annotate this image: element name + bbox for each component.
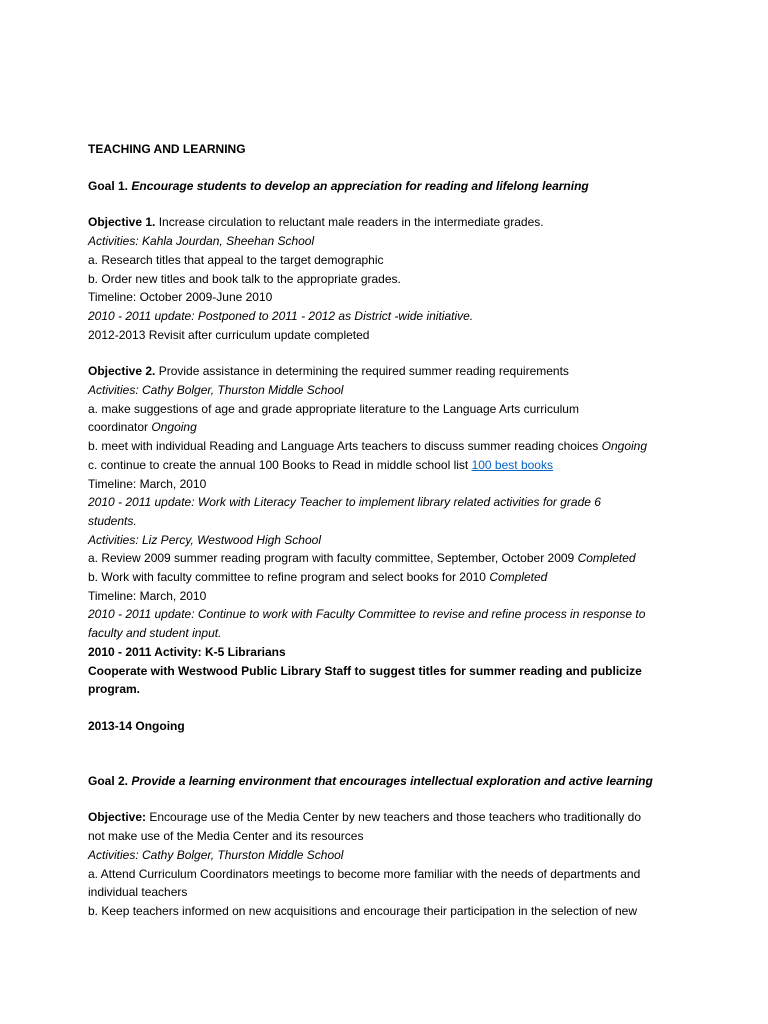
goal-2-text: Provide a learning environment that encourages intellectual exploration and active learning [131,773,653,788]
status-completed: Completed [489,570,548,585]
objective-1-label: Objective 1. [88,215,156,230]
objective-1-heading [88,213,688,232]
document-body [88,140,688,921]
objective-2-update-2-cont: faculty and student input. [88,626,222,641]
cooperate-line-2: program. [88,682,141,697]
objective-2-item-b [88,437,688,456]
objective-2-update-1-cont: students. [88,513,137,528]
goal-2-item-b: b. Keep teachers informed on new acquisitions and encourage their participation in the selection of new [88,903,638,918]
objective-2-item2-a [88,549,688,568]
section-title: TEACHING AND LEARNING [88,142,246,156]
objective-2-item-c-text: c. continue to create the annual 100 Books to Read in middle school list [88,457,469,472]
objective-2-item-a: a. make suggestions of age and grade appropriate literature to the Language Arts curriculum [88,401,579,416]
100-best-books-link[interactable]: 100 best books [471,457,553,472]
goal-1-label: Goal 1. [88,178,129,193]
objective-1-update: 2010 - 2011 update: Postponed to 2011 - 2012 as District -wide initiative. [88,308,474,323]
objective-2-text: Provide assistance in determining the required summer reading requirements [158,364,569,379]
status-completed: Completed [577,551,636,566]
objective-2-item-a-cont [88,418,688,437]
goal-1-heading [88,177,688,196]
objective-2-heading [88,362,688,381]
status-ongoing: Ongoing [151,420,197,435]
ongoing-2013-14: 2013-14 Ongoing [88,718,185,733]
objective-1-revisit: 2012-2013 Revisit after curriculum update completed [88,327,370,342]
objective-2-item2-a-text: a. Review 2009 summer reading program with faculty committee, September, October 2009 [88,551,575,566]
activity-2010-2011: 2010 - 2011 Activity: K-5 Librarians [88,644,286,659]
objective-2-activities-2: Activities: Liz Percy, Westwood High School [88,532,321,547]
objective-2-label: Objective 2. [88,364,156,379]
objective-2-item2-b-text: b. Work with faculty committee to refine program and select books for 2010 [88,570,486,585]
objective-2-activities-1: Activities: Cathy Bolger, Thurston Middle School [88,383,344,398]
goal-1-text: Encourage students to develop an appreciation for reading and lifelong learning [131,178,589,193]
goal-2-objective-label: Objective: [88,810,147,825]
goal-2-objective-text: Encourage use of the Media Center by new teachers and those teachers who traditionally do [149,810,642,825]
objective-2-item2-b [88,568,688,587]
objective-2-update-2: 2010 - 2011 update: Continue to work with Faculty Committee to revise and refine process in response to [88,607,646,622]
objective-2-timeline-1: Timeline: March, 2010 [88,476,207,491]
goal-2-objective-cont: not make use of the Media Center and its resources [88,829,364,844]
objective-1-timeline: Timeline: October 2009-June 2010 [88,290,273,305]
goal-2-heading [88,772,688,791]
objective-1-item-a: a. Research titles that appeal to the target demographic [88,252,384,267]
goal-2-objective [88,808,688,827]
status-ongoing: Ongoing [601,439,648,454]
objective-2-item-c [88,456,688,475]
objective-2-timeline-2: Timeline: March, 2010 [88,588,207,603]
objective-2-update-1: 2010 - 2011 update: Work with Literacy Teacher to implement library related activities for grade 6 [88,495,601,510]
objective-1-activities: Activities: Kahla Jourdan, Sheehan School [88,234,315,249]
goal-2-label: Goal 2. [88,773,129,788]
objective-2-item-b-text: b. meet with individual Reading and Language Arts teachers to discuss summer reading choices [88,439,599,454]
goal-2-item-a: a. Attend Curriculum Coordinators meetings to become more familiar with the needs of departments and [88,866,641,881]
objective-2-item-a-text: coordinator [88,420,149,435]
goal-2-item-a-cont: individual teachers [88,885,188,900]
cooperate-line-1: Cooperate with Westwood Public Library Staff to suggest titles for summer reading and publicize [88,663,642,678]
goal-2-activities: Activities: Cathy Bolger, Thurston Middle School [88,847,344,862]
objective-1-text: Increase circulation to reluctant male readers in the intermediate grades. [158,215,544,230]
objective-1-item-b: b. Order new titles and book talk to the appropriate grades. [88,271,401,286]
